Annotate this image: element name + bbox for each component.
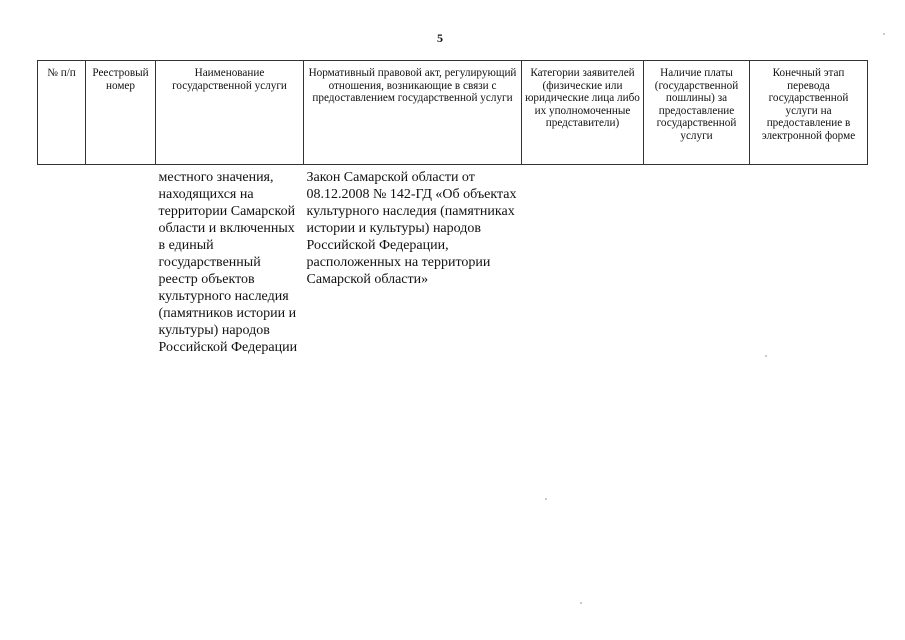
scan-speck <box>765 355 767 357</box>
header-service-name: Наименование государственной услуги <box>156 61 304 165</box>
header-number: № п/п <box>38 61 86 165</box>
header-applicants: Категории заявителей (физические или юридические лица либо их уполномоченные представители) <box>522 61 644 165</box>
cell-fee <box>644 165 750 357</box>
cell-applicants <box>522 165 644 357</box>
cell-registry-number <box>86 165 156 357</box>
header-fee: Наличие платы (государственной пошлины) за предоставление государственной услуги <box>644 61 750 165</box>
table-row <box>38 165 868 357</box>
cell-number <box>38 165 86 357</box>
header-final-stage: Конечный этап перевода государственной услуги на предоставление в электронной форме <box>750 61 868 165</box>
cell-legal-act: Закон Самарской области от 08.12.2008 № 142-ГД «Об объектах культурного наследия (памятниках истории и культуры) народов Российской Федерации, расположенных на территории Самарской области» <box>306 170 517 287</box>
scan-speck <box>545 498 547 500</box>
scan-speck <box>580 602 582 604</box>
cell-service-name: местного значения, находящихся на территории Самарской области и включенных в единый государственный реестр объектов культурного наследия (памятников истории и культуры) народов Российской Федерации <box>158 170 298 355</box>
page-number: 5 <box>437 31 443 45</box>
table-header-row <box>38 61 868 165</box>
cell-final-stage <box>750 165 868 357</box>
header-registry-number: Реестровый номер <box>86 61 156 165</box>
scan-speck <box>883 33 885 35</box>
registry-table <box>37 60 868 356</box>
header-legal-act: Нормативный правовой акт, регулирующий отношения, возникающие в связи с предоставлением государственной услуги <box>304 61 522 165</box>
